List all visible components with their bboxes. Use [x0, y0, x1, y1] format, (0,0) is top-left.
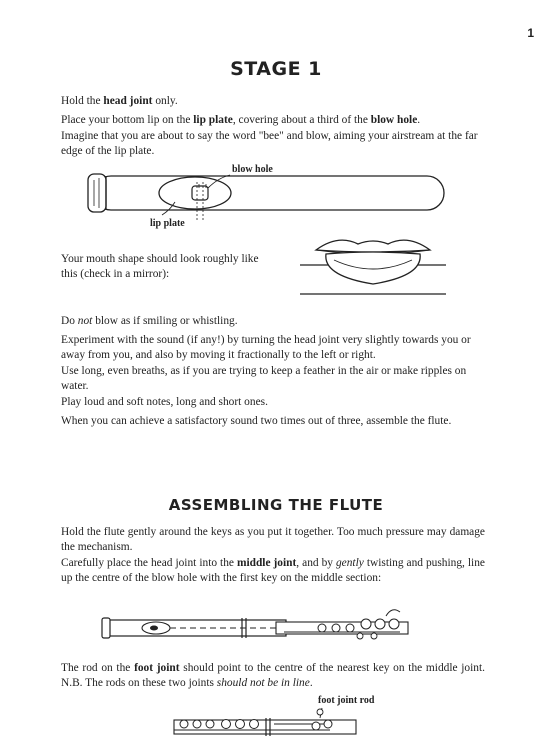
- stage1-paragraph: Play loud and soft notes, long and short ones.: [61, 396, 268, 408]
- mouth-shape-illustration: [298, 232, 448, 302]
- assembling-title: ASSEMBLING THE FLUTE: [168, 496, 384, 514]
- stage1-paragraph: Experiment with the sound (if any!) by turning the head joint very slightly towards you or away from you, and also by moving it fractionally to the left or right.: [61, 334, 471, 361]
- stage1-paragraph: Hold the head joint only.: [61, 95, 178, 107]
- foot-joint-rod-label: foot joint rod: [318, 695, 375, 706]
- assembling-paragraph: Carefully place the head joint into the middle joint, and by gently twisting and pushing, line up the centre of the blow hole with the first key on the middle section:: [61, 557, 485, 584]
- stage1-paragraph: Imagine that you are about to say the word "bee" and blow, aiming your airstream at the far edge of the lip plate.: [61, 130, 478, 157]
- mouth-shape-text: Your mouth shape should look roughly like this (check in a mirror):: [61, 253, 259, 280]
- assembling-paragraph: The rod on the foot joint should point to the centre of the nearest key on the middle joint. N.B. The rods on these two joints should not be in line.: [61, 662, 485, 689]
- stage1-paragraph: Place your bottom lip on the lip plate, covering about a third of the blow hole.: [61, 114, 421, 126]
- stage1-paragraph: Do not blow as if smiling or whistling.: [61, 315, 238, 327]
- stage1-paragraph: When you can achieve a satisfactory sound two times out of three, assemble the flute.: [61, 415, 452, 427]
- head-middle-joint-illustration: [100, 604, 420, 650]
- blow-hole-label: blow hole: [232, 164, 273, 175]
- middle-foot-joint-illustration: [170, 704, 360, 744]
- page-number: 1: [527, 26, 534, 40]
- assembling-paragraph: Hold the flute gently around the keys as you put it together. Too much pressure may damage the mechanism.: [61, 526, 485, 553]
- stage1-title: STAGE 1: [230, 58, 322, 80]
- stage1-paragraph: Use long, even breaths, as if you are trying to keep a feather in the air or make ripples on water.: [61, 365, 467, 392]
- lip-plate-label: lip plate: [150, 218, 185, 229]
